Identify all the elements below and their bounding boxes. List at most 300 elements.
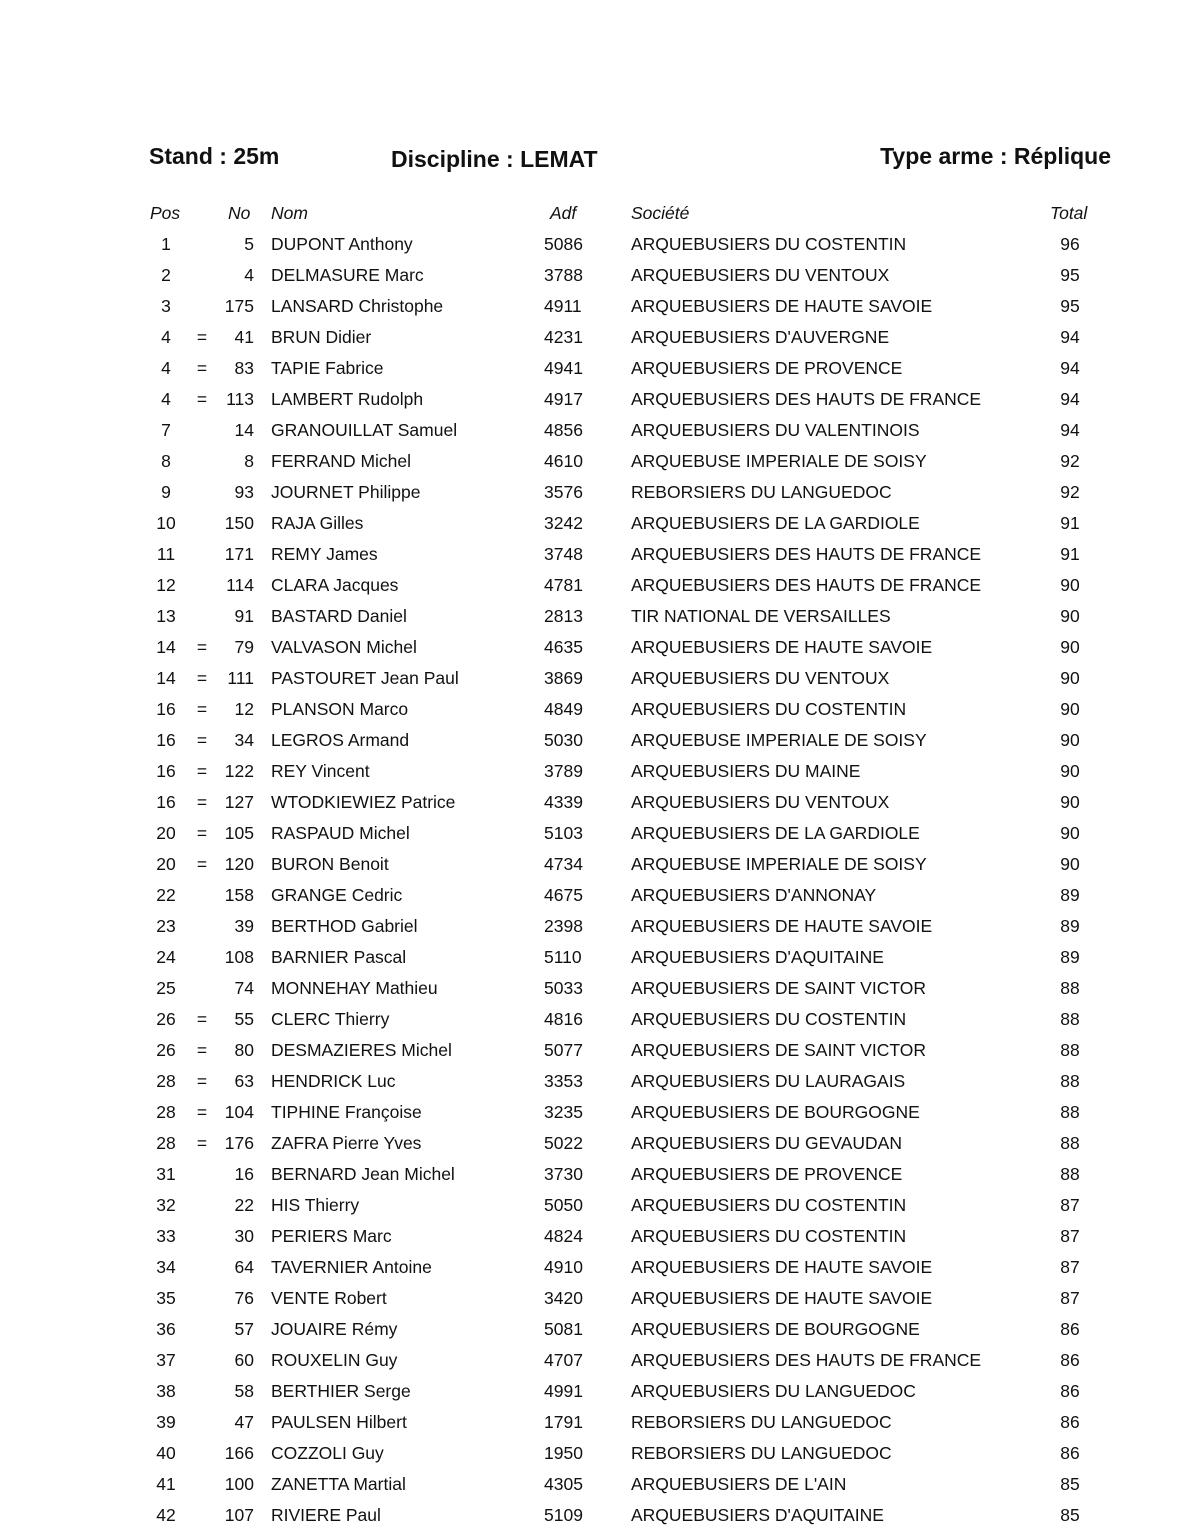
cell-societe: ARQUEBUSIERS DU COSTENTIN xyxy=(631,234,907,254)
cell-total: 88 xyxy=(1060,1040,1080,1060)
cell-pos: 14 xyxy=(156,637,176,657)
cell-pos: 28 xyxy=(156,1102,176,1122)
cell-no: 93 xyxy=(234,482,254,502)
cell-societe: ARQUEBUSIERS DE BOURGOGNE xyxy=(631,1319,920,1339)
cell-pos: 8 xyxy=(161,451,171,471)
cell-societe: ARQUEBUSIERS DU COSTENTIN xyxy=(631,1009,907,1029)
cell-nom: DESMAZIERES Michel xyxy=(271,1040,452,1060)
cell-adf: 4231 xyxy=(544,327,583,347)
cell-adf: 4910 xyxy=(544,1257,583,1277)
cell-tie-marker: = xyxy=(196,389,208,409)
cell-total: 89 xyxy=(1060,916,1080,936)
cell-adf: 5109 xyxy=(544,1505,583,1525)
cell-nom: HENDRICK Luc xyxy=(271,1071,396,1091)
cell-societe: ARQUEBUSIERS DE SAINT VICTOR xyxy=(631,978,926,998)
cell-pos: 16 xyxy=(156,761,176,781)
cell-no: 80 xyxy=(234,1040,254,1060)
table-row xyxy=(0,508,1190,539)
cell-adf: 4917 xyxy=(544,389,583,409)
table-row xyxy=(0,260,1190,291)
table-row xyxy=(0,322,1190,353)
cell-pos: 14 xyxy=(156,668,176,688)
cell-adf: 3576 xyxy=(544,482,583,502)
cell-tie-marker: = xyxy=(196,668,208,688)
cell-societe: ARQUEBUSIERS DU VALENTINOIS xyxy=(631,420,920,440)
cell-adf: 4339 xyxy=(544,792,583,812)
cell-total: 86 xyxy=(1060,1443,1080,1463)
cell-societe: ARQUEBUSIERS DU VENTOUX xyxy=(631,668,890,688)
cell-pos: 35 xyxy=(156,1288,176,1308)
cell-total: 86 xyxy=(1060,1412,1080,1432)
cell-adf: 3869 xyxy=(544,668,583,688)
cell-pos: 38 xyxy=(156,1381,176,1401)
table-row xyxy=(0,415,1190,446)
cell-societe: ARQUEBUSIERS DES HAUTS DE FRANCE xyxy=(631,575,982,595)
cell-adf: 4610 xyxy=(544,451,583,471)
cell-nom: BERTHOD Gabriel xyxy=(271,916,418,936)
cell-no: 16 xyxy=(234,1164,254,1184)
cell-pos: 39 xyxy=(156,1412,176,1432)
cell-pos: 4 xyxy=(161,389,171,409)
cell-adf: 4911 xyxy=(544,296,582,316)
cell-total: 92 xyxy=(1060,482,1080,502)
cell-nom: VENTE Robert xyxy=(271,1288,387,1308)
cell-adf: 5050 xyxy=(544,1195,583,1215)
cell-no: 158 xyxy=(224,885,254,905)
cell-no: 4 xyxy=(244,265,254,285)
cell-adf: 1950 xyxy=(544,1443,583,1463)
cell-societe: REBORSIERS DU LANGUEDOC xyxy=(631,1443,892,1463)
cell-total: 90 xyxy=(1060,637,1080,657)
cell-pos: 7 xyxy=(161,420,171,440)
cell-nom: CLARA Jacques xyxy=(271,575,399,595)
cell-nom: LANSARD Christophe xyxy=(271,296,444,316)
cell-total: 88 xyxy=(1060,1164,1080,1184)
cell-societe: ARQUEBUSIERS DE HAUTE SAVOIE xyxy=(631,916,933,936)
cell-nom: TIPHINE Françoise xyxy=(271,1102,422,1122)
cell-no: 22 xyxy=(234,1195,254,1215)
cell-societe: ARQUEBUSIERS DU COSTENTIN xyxy=(631,1226,907,1246)
cell-total: 88 xyxy=(1060,1133,1080,1153)
cell-total: 90 xyxy=(1060,792,1080,812)
table-row xyxy=(0,1066,1190,1097)
cell-nom: LAMBERT Rudolph xyxy=(271,389,424,409)
cell-pos: 41 xyxy=(156,1474,176,1494)
cell-total: 88 xyxy=(1060,1071,1080,1091)
cell-tie-marker: = xyxy=(196,1009,208,1029)
cell-no: 83 xyxy=(234,358,254,378)
table-row xyxy=(0,1407,1190,1438)
cell-adf: 4849 xyxy=(544,699,583,719)
cell-total: 88 xyxy=(1060,1102,1080,1122)
cell-nom: LEGROS Armand xyxy=(271,730,410,750)
cell-no: 122 xyxy=(224,761,254,781)
table-row xyxy=(0,1221,1190,1252)
cell-societe: ARQUEBUSE IMPERIALE DE SOISY xyxy=(631,730,927,750)
type-arme-title: Type arme : Réplique xyxy=(880,143,1111,169)
table-row xyxy=(0,229,1190,260)
cell-pos: 12 xyxy=(156,575,176,595)
table-row xyxy=(0,663,1190,694)
cell-pos: 37 xyxy=(156,1350,176,1370)
table-row xyxy=(0,694,1190,725)
cell-no: 114 xyxy=(226,575,254,595)
cell-adf: 3788 xyxy=(544,265,583,285)
cell-no: 104 xyxy=(224,1102,254,1122)
cell-nom: FERRAND Michel xyxy=(271,451,412,471)
cell-pos: 13 xyxy=(156,606,176,626)
cell-nom: RAJA Gilles xyxy=(271,513,364,533)
cell-tie-marker: = xyxy=(196,1071,208,1091)
cell-societe: TIR NATIONAL DE VERSAILLES xyxy=(631,606,891,626)
cell-no: 150 xyxy=(224,513,254,533)
cell-societe: ARQUEBUSIERS DU LANGUEDOC xyxy=(631,1381,916,1401)
cell-societe: ARQUEBUSIERS DU GEVAUDAN xyxy=(631,1133,902,1153)
cell-pos: 3 xyxy=(161,296,171,316)
cell-adf: 5110 xyxy=(544,947,582,967)
cell-adf: 3235 xyxy=(544,1102,583,1122)
cell-total: 88 xyxy=(1060,1009,1080,1029)
cell-no: 14 xyxy=(234,420,254,440)
table-row xyxy=(0,570,1190,601)
cell-no: 107 xyxy=(224,1505,254,1525)
cell-total: 89 xyxy=(1060,885,1080,905)
cell-pos: 16 xyxy=(156,730,176,750)
cell-no: 30 xyxy=(234,1226,254,1246)
cell-pos: 4 xyxy=(161,327,171,347)
cell-total: 86 xyxy=(1060,1350,1080,1370)
cell-societe: ARQUEBUSIERS DES HAUTS DE FRANCE xyxy=(631,389,982,409)
column-header-pos: Pos xyxy=(150,203,181,223)
cell-adf: 4305 xyxy=(544,1474,583,1494)
cell-no: 120 xyxy=(224,854,254,874)
cell-societe: ARQUEBUSIERS DE HAUTE SAVOIE xyxy=(631,296,933,316)
table-row xyxy=(0,849,1190,880)
cell-societe: ARQUEBUSIERS DU COSTENTIN xyxy=(631,1195,907,1215)
cell-nom: WTODKIEWIEZ Patrice xyxy=(271,792,456,812)
cell-nom: BARNIER Pascal xyxy=(271,947,407,967)
cell-total: 85 xyxy=(1060,1505,1080,1525)
cell-adf: 3242 xyxy=(544,513,583,533)
cell-adf: 3789 xyxy=(544,761,583,781)
cell-no: 74 xyxy=(234,978,254,998)
cell-no: 5 xyxy=(244,234,254,254)
table-row xyxy=(0,539,1190,570)
cell-societe: ARQUEBUSIERS DE PROVENCE xyxy=(631,358,903,378)
cell-total: 87 xyxy=(1060,1257,1080,1277)
cell-no: 108 xyxy=(224,947,254,967)
cell-total: 94 xyxy=(1060,327,1080,347)
table-row xyxy=(0,787,1190,818)
table-row xyxy=(0,818,1190,849)
table-row xyxy=(0,1190,1190,1221)
table-row xyxy=(0,1252,1190,1283)
cell-societe: REBORSIERS DU LANGUEDOC xyxy=(631,482,892,502)
cell-societe: ARQUEBUSIERS D'AUVERGNE xyxy=(631,327,890,347)
cell-total: 91 xyxy=(1060,544,1080,564)
cell-adf: 3420 xyxy=(544,1288,583,1308)
cell-societe: ARQUEBUSIERS DE PROVENCE xyxy=(631,1164,903,1184)
cell-societe: ARQUEBUSIERS D'ANNONAY xyxy=(631,885,877,905)
discipline-title: Discipline : LEMAT xyxy=(391,146,598,172)
cell-nom: BASTARD Daniel xyxy=(271,606,407,626)
cell-societe: ARQUEBUSIERS DU VENTOUX xyxy=(631,792,890,812)
cell-total: 95 xyxy=(1060,296,1080,316)
table-row xyxy=(0,1097,1190,1128)
cell-no: 12 xyxy=(234,699,254,719)
cell-no: 175 xyxy=(224,296,254,316)
cell-nom: PLANSON Marco xyxy=(271,699,409,719)
table-row xyxy=(0,1004,1190,1035)
cell-total: 87 xyxy=(1060,1195,1080,1215)
table-row xyxy=(0,1159,1190,1190)
cell-societe: ARQUEBUSIERS DE HAUTE SAVOIE xyxy=(631,637,933,657)
cell-no: 166 xyxy=(224,1443,254,1463)
cell-total: 86 xyxy=(1060,1319,1080,1339)
cell-pos: 11 xyxy=(156,544,176,564)
cell-pos: 40 xyxy=(156,1443,176,1463)
cell-total: 90 xyxy=(1060,730,1080,750)
cell-no: 41 xyxy=(234,327,254,347)
cell-nom: BERTHIER Serge xyxy=(271,1381,411,1401)
cell-adf: 5077 xyxy=(544,1040,583,1060)
cell-no: 64 xyxy=(234,1257,254,1277)
cell-tie-marker: = xyxy=(196,637,208,657)
cell-nom: JOURNET Philippe xyxy=(271,482,421,502)
table-row xyxy=(0,942,1190,973)
cell-adf: 4707 xyxy=(544,1350,583,1370)
cell-nom: MONNEHAY Mathieu xyxy=(271,978,438,998)
cell-nom: BURON Benoit xyxy=(271,854,389,874)
cell-pos: 10 xyxy=(156,513,176,533)
table-row xyxy=(0,1035,1190,1066)
cell-adf: 4856 xyxy=(544,420,583,440)
cell-pos: 36 xyxy=(156,1319,176,1339)
cell-pos: 16 xyxy=(156,792,176,812)
cell-adf: 1791 xyxy=(544,1412,583,1432)
cell-no: 8 xyxy=(244,451,254,471)
cell-total: 94 xyxy=(1060,420,1080,440)
cell-pos: 34 xyxy=(156,1257,176,1277)
cell-tie-marker: = xyxy=(196,1102,208,1122)
cell-nom: PERIERS Marc xyxy=(271,1226,392,1246)
cell-no: 57 xyxy=(234,1319,254,1339)
cell-adf: 4734 xyxy=(544,854,583,874)
cell-nom: CLERC Thierry xyxy=(271,1009,390,1029)
cell-total: 94 xyxy=(1060,389,1080,409)
cell-societe: ARQUEBUSE IMPERIALE DE SOISY xyxy=(631,451,927,471)
cell-societe: ARQUEBUSIERS D'AQUITAINE xyxy=(631,1505,884,1525)
cell-societe: ARQUEBUSE IMPERIALE DE SOISY xyxy=(631,854,927,874)
cell-tie-marker: = xyxy=(196,823,208,843)
table-row xyxy=(0,384,1190,415)
column-header-societe: Société xyxy=(631,203,690,223)
cell-societe: ARQUEBUSIERS DES HAUTS DE FRANCE xyxy=(631,1350,982,1370)
cell-nom: TAVERNIER Antoine xyxy=(271,1257,432,1277)
cell-pos: 28 xyxy=(156,1071,176,1091)
table-row xyxy=(0,1283,1190,1314)
cell-total: 94 xyxy=(1060,358,1080,378)
cell-adf: 5022 xyxy=(544,1133,583,1153)
cell-adf: 5033 xyxy=(544,978,583,998)
cell-no: 60 xyxy=(234,1350,254,1370)
cell-nom: GRANOUILLAT Samuel xyxy=(271,420,458,440)
cell-pos: 4 xyxy=(161,358,171,378)
cell-tie-marker: = xyxy=(196,761,208,781)
cell-nom: REY Vincent xyxy=(271,761,370,781)
cell-societe: REBORSIERS DU LANGUEDOC xyxy=(631,1412,892,1432)
cell-no: 47 xyxy=(234,1412,254,1432)
cell-total: 90 xyxy=(1060,699,1080,719)
table-row xyxy=(0,1314,1190,1345)
table-row xyxy=(0,446,1190,477)
cell-pos: 22 xyxy=(156,885,176,905)
cell-adf: 3748 xyxy=(544,544,583,564)
cell-societe: ARQUEBUSIERS DE LA GARDIOLE xyxy=(631,513,920,533)
cell-pos: 33 xyxy=(156,1226,176,1246)
cell-no: 58 xyxy=(234,1381,254,1401)
cell-no: 55 xyxy=(234,1009,254,1029)
cell-no: 63 xyxy=(234,1071,254,1091)
table-row xyxy=(0,911,1190,942)
cell-no: 39 xyxy=(234,916,254,936)
table-row xyxy=(0,1438,1190,1469)
table-row xyxy=(0,880,1190,911)
cell-adf: 5081 xyxy=(544,1319,583,1339)
cell-nom: HIS Thierry xyxy=(271,1195,360,1215)
cell-adf: 2398 xyxy=(544,916,583,936)
cell-pos: 1 xyxy=(161,234,171,254)
cell-total: 86 xyxy=(1060,1381,1080,1401)
table-row xyxy=(0,1345,1190,1376)
column-header-nom: Nom xyxy=(271,203,308,223)
cell-total: 88 xyxy=(1060,978,1080,998)
column-header-no: No xyxy=(228,203,251,223)
cell-societe: ARQUEBUSIERS DE LA GARDIOLE xyxy=(631,823,920,843)
table-row xyxy=(0,756,1190,787)
table-row xyxy=(0,725,1190,756)
stand-title: Stand : 25m xyxy=(149,143,280,169)
cell-total: 87 xyxy=(1060,1288,1080,1308)
cell-nom: PASTOURET Jean Paul xyxy=(271,668,459,688)
table-row xyxy=(0,477,1190,508)
table-row xyxy=(0,973,1190,1004)
cell-adf: 4816 xyxy=(544,1009,583,1029)
cell-adf: 4675 xyxy=(544,885,583,905)
table-row xyxy=(0,353,1190,384)
cell-total: 90 xyxy=(1060,668,1080,688)
cell-total: 95 xyxy=(1060,265,1080,285)
cell-pos: 26 xyxy=(156,1040,176,1060)
cell-nom: TAPIE Fabrice xyxy=(271,358,384,378)
cell-tie-marker: = xyxy=(196,792,208,812)
cell-tie-marker: = xyxy=(196,730,208,750)
column-header-adf: Adf xyxy=(550,203,577,223)
table-row xyxy=(0,1128,1190,1159)
cell-adf: 4781 xyxy=(544,575,583,595)
cell-nom: COZZOLI Guy xyxy=(271,1443,384,1463)
cell-pos: 26 xyxy=(156,1009,176,1029)
cell-nom: DELMASURE Marc xyxy=(271,265,424,285)
cell-pos: 20 xyxy=(156,854,176,874)
cell-societe: ARQUEBUSIERS DE HAUTE SAVOIE xyxy=(631,1288,933,1308)
cell-no: 111 xyxy=(227,668,254,688)
cell-societe: ARQUEBUSIERS DU COSTENTIN xyxy=(631,699,907,719)
cell-societe: ARQUEBUSIERS DES HAUTS DE FRANCE xyxy=(631,544,982,564)
cell-no: 171 xyxy=(224,544,254,564)
cell-total: 87 xyxy=(1060,1226,1080,1246)
cell-tie-marker: = xyxy=(196,1040,208,1060)
cell-no: 105 xyxy=(224,823,254,843)
cell-nom: VALVASON Michel xyxy=(271,637,417,657)
cell-nom: PAULSEN Hilbert xyxy=(271,1412,407,1432)
cell-nom: BERNARD Jean Michel xyxy=(271,1164,455,1184)
cell-no: 100 xyxy=(224,1474,254,1494)
cell-total: 92 xyxy=(1060,451,1080,471)
cell-total: 90 xyxy=(1060,575,1080,595)
table-row xyxy=(0,601,1190,632)
cell-pos: 20 xyxy=(156,823,176,843)
cell-pos: 42 xyxy=(156,1505,176,1525)
cell-nom: ZANETTA Martial xyxy=(271,1474,406,1494)
table-row xyxy=(0,291,1190,322)
column-header-total: Total xyxy=(1050,203,1088,223)
cell-pos: 31 xyxy=(156,1164,176,1184)
cell-total: 96 xyxy=(1060,234,1080,254)
cell-total: 90 xyxy=(1060,606,1080,626)
cell-pos: 25 xyxy=(156,978,176,998)
cell-pos: 16 xyxy=(156,699,176,719)
cell-pos: 23 xyxy=(156,916,176,936)
cell-no: 34 xyxy=(234,730,254,750)
cell-no: 76 xyxy=(234,1288,254,1308)
cell-nom: JOUAIRE Rémy xyxy=(271,1319,398,1339)
cell-adf: 5086 xyxy=(544,234,583,254)
table-row xyxy=(0,1500,1190,1531)
cell-societe: ARQUEBUSIERS DE SAINT VICTOR xyxy=(631,1040,926,1060)
cell-adf: 4991 xyxy=(544,1381,583,1401)
cell-pos: 2 xyxy=(161,265,171,285)
cell-adf: 5030 xyxy=(544,730,583,750)
cell-total: 91 xyxy=(1060,513,1080,533)
cell-adf: 4635 xyxy=(544,637,583,657)
cell-tie-marker: = xyxy=(196,699,208,719)
cell-societe: ARQUEBUSIERS D'AQUITAINE xyxy=(631,947,884,967)
cell-societe: ARQUEBUSIERS DE L'AIN xyxy=(631,1474,847,1494)
cell-no: 127 xyxy=(224,792,254,812)
cell-nom: RASPAUD Michel xyxy=(271,823,410,843)
cell-total: 90 xyxy=(1060,761,1080,781)
cell-adf: 2813 xyxy=(544,606,583,626)
cell-adf: 4824 xyxy=(544,1226,583,1246)
cell-pos: 9 xyxy=(161,482,171,502)
cell-pos: 32 xyxy=(156,1195,176,1215)
cell-adf: 4941 xyxy=(544,358,583,378)
cell-tie-marker: = xyxy=(196,358,208,378)
cell-total: 89 xyxy=(1060,947,1080,967)
cell-no: 113 xyxy=(226,389,254,409)
cell-no: 176 xyxy=(224,1133,254,1153)
cell-total: 90 xyxy=(1060,823,1080,843)
table-row xyxy=(0,1376,1190,1407)
cell-pos: 28 xyxy=(156,1133,176,1153)
cell-societe: ARQUEBUSIERS DU VENTOUX xyxy=(631,265,890,285)
cell-nom: RIVIERE Paul xyxy=(271,1505,381,1525)
table-row xyxy=(0,632,1190,663)
cell-nom: GRANGE Cedric xyxy=(271,885,403,905)
cell-tie-marker: = xyxy=(196,854,208,874)
cell-adf: 3730 xyxy=(544,1164,583,1184)
